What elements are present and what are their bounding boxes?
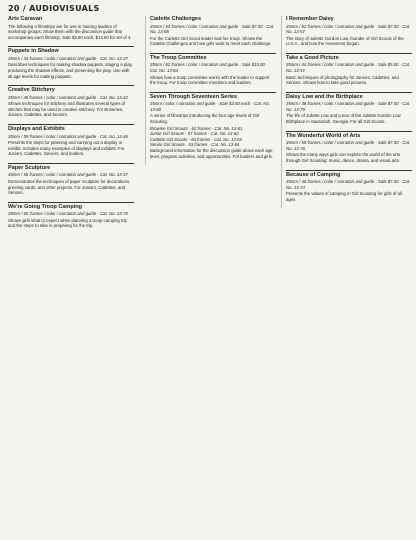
entry-specs: 35mm / 46 frames / color / narration and guide · Sale $7.50 · Cat. No. 13-74 — [286, 179, 411, 190]
entry-description-2: Background information for the discussion guide about each age level, program activities, and opportunities. For leaders and girls. — [150, 148, 273, 159]
entry-specs: 35mm / 48 frames / color / narration and guide · Cat. No. 13-42 — [8, 94, 128, 100]
catalog-entry — [8, 85, 134, 118]
catalog-entry — [8, 124, 134, 157]
entry-description: The life of Juliette Low and a tour of the Juliette Gordon Low Birthplace in Savannah, Georgia. For all Girl Scouts. — [286, 113, 401, 125]
entry-specs: 35mm / 59 frames / color / narration and guide · Cat. No. 13-46 — [8, 133, 128, 139]
entry-specs: 35mm / 44 frames / color / narration and guide · Sale $5.00 · Cat. No. 13-57 — [286, 62, 411, 73]
catalog-entry — [8, 46, 134, 79]
entry-title: Because of Camping — [286, 170, 412, 179]
column-1 — [8, 16, 134, 235]
column-2 — [145, 16, 276, 165]
catalog-entry — [8, 16, 134, 40]
entry-description: Presents the steps for planning and carrying out a display or exhibit. Includes many examples of displays and exhibits. For Juniors, Cadettes, Seniors, and leaders. — [8, 140, 125, 157]
entry-description: The following 4 filmstrips are for use in training leaders of workshop groups. Show them with the discussion guide that accompanies each filmstrip. Sale $3.50 each, $13.50 for set of 4. — [8, 23, 132, 40]
catalog-entry — [286, 131, 412, 164]
entry-title: Displays and Exhibits — [8, 124, 134, 133]
entry-specs: 35mm / 62 frames / color / narration and guide · Sale $15.00 · Cat. No. 13-84 — [150, 62, 268, 73]
catalog-entry — [8, 202, 134, 229]
entry-specs: 35mm / color / narration and guide · Sale $3.50 each · Cat. No. 13-60 — [150, 101, 270, 112]
entry-description: Describes techniques for making shadow puppets, staging a play, producing the shadow effects, and presenting the play. Use with all age levels for making puppets. — [8, 62, 133, 79]
catalog-entry — [8, 163, 134, 196]
catalog-entry — [286, 53, 412, 86]
catalog-entry — [286, 92, 412, 125]
catalog-entry — [150, 16, 276, 47]
entry-title: Take a Good Picture — [286, 53, 412, 62]
entry-title: The Troop Committee — [150, 53, 276, 62]
entry-specs: 35mm / 65 frames / color / narration and guide · Cat. No. 13-75 — [8, 211, 128, 217]
entry-specs: 35mm / 54 frames / color / narration and guide · Sale $7.50 · Cat. No. 13-68 — [150, 23, 275, 35]
entry-subitem: Senior Girl Scouts · 53 frames · Cat. No. 13-64 — [150, 142, 240, 148]
entry-description: The story of Juliette Gordon Low, founder of Girl Scouts of the U.S.A., and how the movement began. — [286, 35, 404, 47]
page-header: 20 / AUDIOVISUALS — [8, 4, 100, 13]
column-3 — [281, 16, 412, 208]
entry-title: I Remember Daisy — [286, 16, 334, 22]
entry-description: For the Cadette Girl Scout leader and her troop. Shows the Cadette Challenges and how girls work to meet each challenge. — [150, 35, 272, 47]
catalog-entry — [150, 53, 276, 86]
entry-description: A series of filmstrips introducing the four age levels of Girl Scouting. — [150, 113, 260, 125]
entry-description: Presents the values of camping in Girl Scouting for girls of all ages. — [286, 191, 402, 202]
catalog-entry — [150, 92, 276, 159]
entry-subitems — [150, 126, 276, 148]
entry-title: Puppets in Shadow — [8, 46, 134, 55]
entry-subitem: Brownie Girl Scouts · 62 frames · Cat. No. 13-61 — [150, 125, 243, 131]
catalog-entry — [286, 16, 412, 47]
entry-title: Daisy Low and the Birthplace — [286, 92, 412, 101]
entry-description: Basic techniques of photography for Juniors, Cadettes, and Seniors. Shows how to take good pictures. — [286, 74, 399, 86]
catalog-entry — [286, 170, 412, 203]
entry-specs: 35mm / 56 frames / color / narration and guide · Cat. No. 13-47 — [8, 172, 128, 178]
entry-title: Paper Sculpture — [8, 163, 134, 172]
entry-title: Cadette Challenges — [150, 16, 202, 22]
entry-specs: 35mm / 48 frames / color / narration and guide · Sale $7.50 · Cat. No. 13-79 — [286, 101, 411, 112]
entry-subitem: Cadette Girl Scouts · 60 frames · Cat. No. 13-63 — [150, 136, 242, 142]
entry-title: Arts Caravan — [8, 16, 43, 22]
entry-description: Shows the many ways girls can explore the world of the arts through Girl Scouting: music, dance, drama, and visual arts. — [286, 152, 401, 163]
entry-description: Shows girls what to expect when planning a troop camping trip and the steps to take in preparing for the trip. — [8, 217, 127, 229]
entry-title: The Wonderful World of Arts — [286, 131, 412, 140]
entry-specs: 35mm / 59 frames / color / narration and guide · Sale $7.50 · Cat. No. 13-76 — [286, 140, 411, 151]
entry-specs: 35mm / 43 frames / color / narration and guide · Cat. No. 13-37 — [8, 55, 128, 61]
entry-title: Seven Through Seventeen Series — [150, 92, 276, 101]
entry-description: Demonstrates the techniques of paper sculpture for decorations, greeting cards, and other projects. For Juniors, Cadettes, and Seniors. — [8, 179, 131, 196]
entry-title: We're Going Troop Camping — [8, 202, 134, 211]
entry-subitem: Junior Girl Scouts · 57 frames · Cat. No. 13-62 — [150, 131, 239, 137]
entry-title: Creative Stitchery — [8, 85, 134, 94]
entry-specs: 35mm / 62 frames / color / narration and guide · Sale $7.50 · Cat. No. 13-57 — [286, 23, 411, 35]
entry-description: Shows how a troop committee works with the leader to support the troop. For troop committee members and leaders. — [150, 74, 270, 86]
entry-description: Shows techniques for stitchery and illustrates several types of stitches that may be used in creative stitchery. For Brownies, Juniors, Cadettes, and Seniors. — [8, 101, 126, 118]
